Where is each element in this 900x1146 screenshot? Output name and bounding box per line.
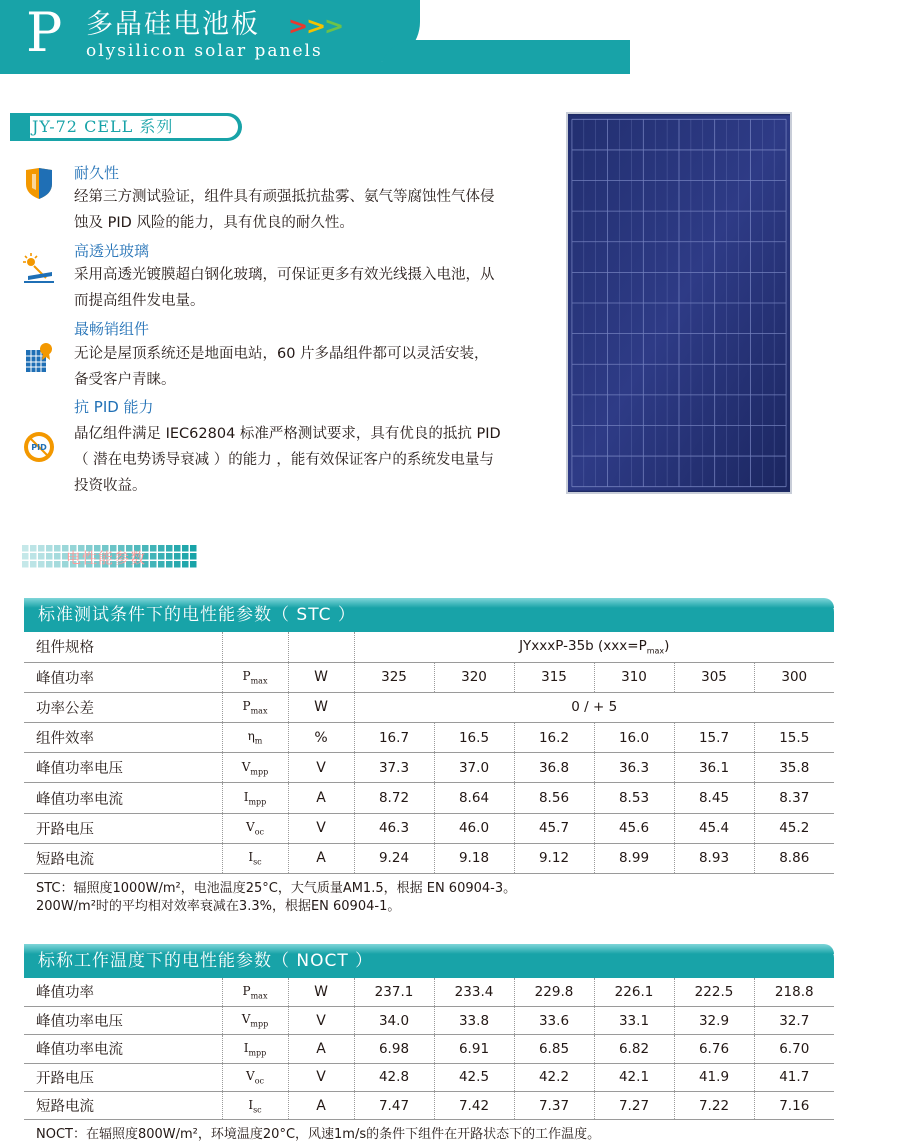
cell-value: 36.1 [674,753,754,783]
cell-value: 45.4 [674,813,754,843]
row-symbol: $\eta_m$ [222,723,288,753]
cell-value: 16.0 [594,723,674,753]
row-unit: A [288,1092,354,1120]
cell-value: 9.24 [354,843,434,873]
cell-value: 6.76 [674,1035,754,1063]
page-subtitle: olysilicon solar panels [86,41,323,61]
row-unit: A [288,783,354,813]
cell-value: 15.7 [674,723,754,753]
cell-value: 35.8 [754,753,834,783]
table-row [24,1092,834,1120]
cell-value: 16.2 [514,723,594,753]
cell-value: 33.1 [594,1006,674,1034]
row-symbol: $V_{oc}$ [222,813,288,843]
cell-value: 32.7 [754,1006,834,1034]
row-unit: W [288,978,354,1006]
cell-value: 325 [354,662,434,692]
table-row [24,632,834,662]
cell-value: 42.2 [514,1063,594,1091]
cell-value: 9.18 [434,843,514,873]
row-unit: % [288,723,354,753]
row-label: 峰值功率电流 [24,1035,222,1063]
chevron-yellow-icon: > [306,12,327,40]
pid-badge-label: PID [31,443,47,452]
cell-value: 42.8 [354,1063,434,1091]
noct-table-header [24,944,834,978]
model-spec: JYxxxP-35b $(xxx=P_{max})$ [354,632,834,662]
stc-note-2: 200W/m²时的平均相对效率衰减在3.3%，根据EN 60904-1。 [36,899,401,914]
cell-value: 37.0 [434,753,514,783]
banner-letter: P [26,1,63,64]
cell-value: 8.99 [594,843,674,873]
cell-value: 46.0 [434,813,514,843]
cell-value: 6.98 [354,1035,434,1063]
page-title: 多晶硅电池板 [86,9,260,40]
cell-value: 7.37 [514,1092,594,1120]
row-label: 组件效率 [24,723,222,753]
row-label: 峰值功率 [24,978,222,1006]
cell-value: 300 [754,662,834,692]
cell-value: 233.4 [434,978,514,1006]
feature-text-bestseller: 无论是屋顶系统还是地面电站，60 片多晶组件都可以灵活安装， 备受客户青睐。 [74,346,489,388]
cell-value: 8.53 [594,783,674,813]
section-label: 电性能参数 [66,549,147,567]
cell-value: 8.45 [674,783,754,813]
cell-value: 8.93 [674,843,754,873]
cell-value: 36.8 [514,753,594,783]
table-row [24,692,834,722]
cell-value: 315 [514,662,594,692]
solar-panel-image [566,112,792,494]
cell-value: 32.9 [674,1006,754,1034]
row-label: 开路电压 [24,813,222,843]
cell-value: 16.5 [434,723,514,753]
row-symbol: $I_{mpp}$ [222,1035,288,1063]
cell-value: 6.82 [594,1035,674,1063]
cell-value: 7.16 [754,1092,834,1120]
cell-value: 320 [434,662,514,692]
row-symbol: $V_{mpp}$ [222,753,288,783]
noct-table [24,978,834,1120]
feature-text-glass: 采用高透光镀膜超白钢化玻璃，可保证更多有效光线摄入电池，从 而提高组件发电量。 [74,267,495,309]
cell-value: 8.37 [754,783,834,813]
row-symbol: $P_{max}$ [222,692,288,722]
award-panel-icon [22,340,56,374]
cell-value: 46.3 [354,813,434,843]
cell-value: 41.9 [674,1063,754,1091]
banner-tail [0,62,630,74]
chevron-green-icon: > [324,12,345,40]
table-row [24,1006,834,1034]
row-unit: W [288,692,354,722]
table-row [24,783,834,813]
cell-value: 7.22 [674,1092,754,1120]
row-symbol: $I_{sc}$ [222,1092,288,1120]
table-row [24,813,834,843]
cell-value: 8.64 [434,783,514,813]
feature-title-durability: 耐久性 [74,164,120,182]
cell-value: 7.42 [434,1092,514,1120]
series-label: JY-72 CELL 系列 [32,117,174,136]
chevron-red-icon: > [288,12,309,40]
cell-value: 9.12 [514,843,594,873]
row-label: 组件规格 [24,632,222,662]
stc-table-title: 标准测试条件下的电性能参数（ STC ） [38,605,356,625]
cell-value: 45.6 [594,813,674,843]
table-row [24,843,834,873]
cell-value: 7.27 [594,1092,674,1120]
cell-value: 42.1 [594,1063,674,1091]
pid-badge-icon [22,430,56,464]
noct-table-title: 标称工作温度下的电性能参数（ NOCT ） [38,951,374,971]
cell-value: 8.56 [514,783,594,813]
sun-glass-icon [22,250,56,284]
cell-value: 8.86 [754,843,834,873]
row-label: 短路电流 [24,843,222,873]
cell-value: 37.3 [354,753,434,783]
cell-value: 222.5 [674,978,754,1006]
cell-value: 45.2 [754,813,834,843]
cell-value: 16.7 [354,723,434,753]
row-unit: V [288,813,354,843]
table-row [24,723,834,753]
cell-value: 34.0 [354,1006,434,1034]
row-symbol: $V_{mpp}$ [222,1006,288,1034]
cell-value: 226.1 [594,978,674,1006]
cell-value: 6.85 [514,1035,594,1063]
cell-value: 45.7 [514,813,594,843]
row-symbol: $V_{oc}$ [222,1063,288,1091]
cell-value: 41.7 [754,1063,834,1091]
row-unit: W [288,662,354,692]
stc-table-header [24,598,834,632]
row-label: 峰值功率电流 [24,783,222,813]
cell-value: 6.70 [754,1035,834,1063]
cell-value: 6.91 [434,1035,514,1063]
row-label: 开路电压 [24,1063,222,1091]
cell-value: 36.3 [594,753,674,783]
cell-value: 33.8 [434,1006,514,1034]
row-merged-value: 0 / + 5 [354,692,834,722]
row-unit: V [288,1006,354,1034]
feature-text-pid: 晶亿组件满足 IEC62804 标准严格测试要求，具有优良的抵抗 PID （ 潜在电势诱导衰减 ）的能力 ，能有效保证客户的系统发电量与 投资收益。 [74,426,501,494]
shield-icon [22,166,56,200]
table-row [24,662,834,692]
row-label: 峰值功率 [24,662,222,692]
feature-title-pid: 抗 PID 能力 [74,398,154,416]
row-unit: V [288,753,354,783]
cell-value: 218.8 [754,978,834,1006]
table-row [24,978,834,1006]
row-label: 短路电流 [24,1092,222,1120]
row-label: 峰值功率电压 [24,1006,222,1034]
row-label: 峰值功率电压 [24,753,222,783]
row-symbol: $P_{max}$ [222,662,288,692]
cell-value: 8.72 [354,783,434,813]
cell-value: 237.1 [354,978,434,1006]
cell-value: 7.47 [354,1092,434,1120]
row-symbol: $I_{sc}$ [222,843,288,873]
cell-value: 305 [674,662,754,692]
row-label: 功率公差 [24,692,222,722]
row-unit: V [288,1063,354,1091]
stc-table [24,632,834,874]
row-unit: A [288,843,354,873]
cell-value: 42.5 [434,1063,514,1091]
row-symbol: $P_{max}$ [222,978,288,1006]
table-row [24,1063,834,1091]
cell-value: 229.8 [514,978,594,1006]
row-unit: A [288,1035,354,1063]
stc-note-1: STC：辐照度1000W/m²，电池温度25°C，大气质量AM1.5，根据 EN 60904-3。 [36,881,517,896]
feature-text-durability: 经第三方测试验证，组件具有顽强抵抗盐雾、氨气等腐蚀性气体侵 蚀及 PID 风险的能力，具有优良的耐久性。 [74,189,495,231]
cell-value: 33.6 [514,1006,594,1034]
noct-note: NOCT：在辐照度800W/m²，环境温度20°C，风速1m/s的条件下组件在开路状态下的工作温度。 [36,1127,601,1142]
cell-value: 310 [594,662,674,692]
table-row [24,753,834,783]
feature-title-bestseller: 最畅销组件 [74,320,150,338]
row-symbol: $I_{mpp}$ [222,783,288,813]
cell-value: 15.5 [754,723,834,753]
feature-title-glass: 高透光玻璃 [74,242,150,260]
table-row [24,1035,834,1063]
header-banner [0,0,630,74]
